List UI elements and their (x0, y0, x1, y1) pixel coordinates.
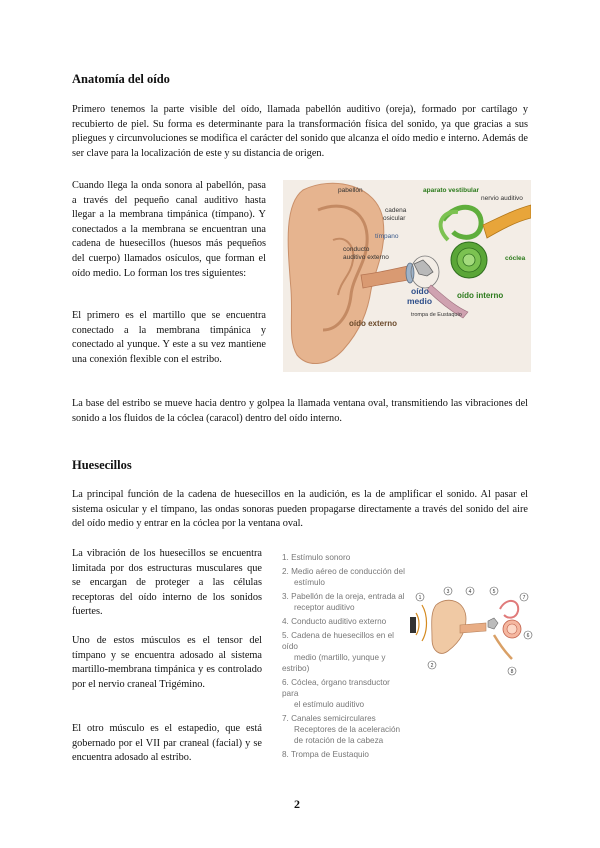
label-cadena: cadena (385, 207, 407, 214)
list-item: 5. Cadena de huesecillos en el oído medio (martillo, yunque y estribo) (282, 631, 394, 673)
label-pabellon: pabellón (338, 187, 363, 194)
marker-7: 7 (522, 595, 526, 601)
paragraph-pabellon: Primero tenemos la parte visible del oído, llamada pabellón auditivo (oreja), formado por cartílago y recubierto de piel. Su forma es determinante para la transformación física del sonido, ya que gracias a sus pliegues y circunvoluciones se modifica el carácter del sonido que alcanza el oído medio e interno. Además de ser clave para la localización de este y su distancia de origen. (72, 104, 528, 159)
label-aparato-vestibular: aparato vestibular (423, 187, 479, 194)
label-timpano: tímpano (375, 233, 399, 240)
hearing-pathway-list (282, 552, 406, 763)
paragraph-estapedio: El otro músculo es el estapedio, que está gobernado por el VII par craneal (facial) y se encuentra adosado al estribo. (72, 723, 262, 764)
label-oido-medio-1: oído (411, 286, 429, 296)
marker-5: 5 (492, 589, 496, 595)
label-oido-medio-2: medio (407, 296, 433, 306)
label-auditivo-externo: auditivo externo (343, 254, 389, 261)
list-item: 6. Cóclea, órgano transductor para el estímulo auditivo (282, 678, 390, 709)
list-item: 1. Estímulo sonoro (282, 553, 351, 562)
label-nervio-auditivo: nervio auditivo (481, 195, 523, 202)
page-number: 2 (294, 797, 300, 811)
marker-1: 1 (418, 595, 422, 601)
label-trompa: trompa de Eustaquio (411, 312, 462, 318)
paragraph-onda-sonora: Cuando llega la onda sonora al pabellón, pasa a través del pequeño canal auditivo hasta llegar a la membrana timpánica (tímpano). Y conectados a la membrana se encuentran una cadena de huesecillos (huesos más pequeños del cuerpo) llamados osículos, que forman el oído medio. Lo forman los tres siguientes: (72, 180, 266, 279)
marker-4: 4 (468, 589, 472, 595)
paragraph-funcion: La principal función de la cadena de huesecillos en la audición, es la de amplificar el sonido. Al pasar el sistema osicular y el tímpano, las ondas sonoras pueden propagarse directamente a través del sonido del aire del oído medio y entrar en la cóclea por la ventana oval. (72, 489, 528, 530)
paragraph-estribo: La base del estribo se mueve hacia dentro y golpea la llamada ventana oval, transmitiendo las vibraciones del sonido a los fluidos de la cóclea (caracol) dentro del oído interno. (72, 398, 528, 424)
ear-pathway-figure (408, 585, 534, 680)
marker-8: 8 (510, 669, 514, 675)
label-conducto: conducto (343, 246, 370, 253)
section-title-huesecillos: Huesecillos (72, 458, 132, 472)
list-item: 4. Conducto auditivo externo (282, 617, 387, 626)
ear-anatomy-figure (283, 180, 531, 372)
marker-6: 6 (526, 633, 530, 639)
paragraph-vibracion: La vibración de los huesecillos se encuentra limitada por dos estructuras musculares que se encargan de proteger a las células receptoras del oído interno de los sonidos fuertes. (72, 548, 262, 618)
paragraph-martillo: El primero es el martillo que se encuentra conectado a la membrana timpánica y conectado al yunque. Y este a su vez mantiene una conexión flexible con el estribo. (72, 310, 266, 365)
list-item: 7. Canales semicirculares Receptores de la aceleración de rotación de la cabeza (282, 714, 401, 745)
label-osicular: osicular (383, 215, 406, 222)
label-coclea: cóclea (505, 255, 526, 262)
list-item: 8. Trompa de Eustaquio (282, 750, 369, 759)
label-oido-interno: oído interno (457, 291, 504, 300)
marker-3: 3 (446, 589, 450, 595)
section-title-anatomia: Anatomía del oído (72, 72, 170, 86)
paragraph-tensor: Uno de estos músculos es el tensor del tímpano y se encuentra adosado al sistema martillo-membrana timpánica y es controlado por el nervio craneal Trigémino. (72, 635, 262, 690)
marker-2: 2 (430, 663, 434, 669)
list-item: 3. Pabellón de la oreja, entrada al receptor auditivo (282, 592, 405, 612)
list-item: 2. Medio aéreo de conducción del estímulo (282, 567, 405, 587)
label-oido-externo: oído externo (349, 319, 398, 328)
